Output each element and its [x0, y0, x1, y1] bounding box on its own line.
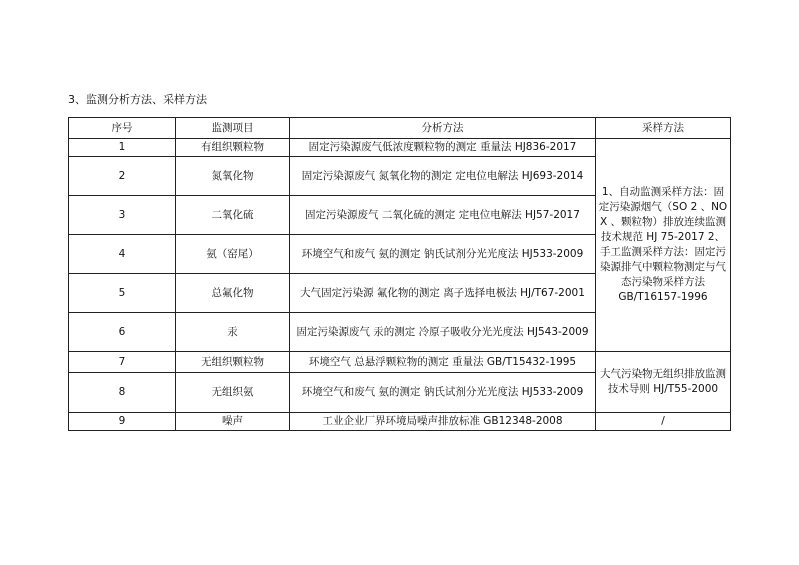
cell-item: 汞 — [176, 313, 290, 352]
cell-method: 环境空气和废气 氨的测定 钠氏试剂分光光度法 HJ533-2009 — [290, 235, 596, 274]
table-row — [69, 139, 731, 157]
cell-no: 1 — [69, 139, 176, 157]
section-heading: 3、监测分析方法、采样方法 — [68, 93, 207, 106]
cell-item: 无组织氨 — [176, 373, 290, 413]
cell-item: 有组织颗粒物 — [176, 139, 290, 157]
cell-item: 氮氧化物 — [176, 157, 290, 196]
cell-no: 7 — [69, 352, 176, 373]
cell-sampling-method-group-2: 大气污染物无组织排放监测技术导则 HJ/T55-2000 — [596, 352, 731, 413]
cell-no: 4 — [69, 235, 176, 274]
table-header-row — [69, 118, 731, 139]
table-row — [69, 352, 731, 373]
cell-no: 5 — [69, 274, 176, 313]
table-row — [69, 413, 731, 431]
cell-method: 固定污染源废气 汞的测定 冷原子吸收分光光度法 HJ543-2009 — [290, 313, 596, 352]
header-item: 监测项目 — [176, 118, 290, 139]
cell-item: 总氟化物 — [176, 274, 290, 313]
cell-no: 6 — [69, 313, 176, 352]
cell-method: 固定污染源废气 二氧化硫的测定 定电位电解法 HJ57-2017 — [290, 196, 596, 235]
header-analysis-method: 分析方法 — [290, 118, 596, 139]
cell-method: 环境空气 总悬浮颗粒物的测定 重量法 GB/T15432-1995 — [290, 352, 596, 373]
cell-method: 工业企业厂界环境局噪声排放标准 GB12348-2008 — [290, 413, 596, 431]
cell-method: 固定污染源废气低浓度颗粒物的测定 重量法 HJ836-2017 — [290, 139, 596, 157]
cell-item: 无组织颗粒物 — [176, 352, 290, 373]
cell-no: 8 — [69, 373, 176, 413]
cell-method: 环境空气和废气 氨的测定 钠氏试剂分光光度法 HJ533-2009 — [290, 373, 596, 413]
cell-item: 氨（窑尾） — [176, 235, 290, 274]
header-sampling-method: 采样方法 — [596, 118, 731, 139]
cell-no: 3 — [69, 196, 176, 235]
cell-no: 9 — [69, 413, 176, 431]
cell-sampling-method-row-9: / — [596, 413, 731, 431]
cell-no: 2 — [69, 157, 176, 196]
header-no: 序号 — [69, 118, 176, 139]
cell-sampling-method-group-1: 1、自动监测采样方法：固定污染源烟气（SO 2 、NO X 、颗粒物）排放连续监测技术规范 HJ 75-2017 2、手工监测采样方法：固定污染源排气中颗粒物测定与气态污染物采样方法 GB/T16157-1996 — [596, 139, 731, 352]
cell-item: 噪声 — [176, 413, 290, 431]
cell-method: 大气固定污染源 氟化物的测定 离子选择电极法 HJ/T67-2001 — [290, 274, 596, 313]
cell-method: 固定污染源废气 氮氧化物的测定 定电位电解法 HJ693-2014 — [290, 157, 596, 196]
cell-item: 二氧化硫 — [176, 196, 290, 235]
monitoring-methods-table — [68, 117, 731, 431]
